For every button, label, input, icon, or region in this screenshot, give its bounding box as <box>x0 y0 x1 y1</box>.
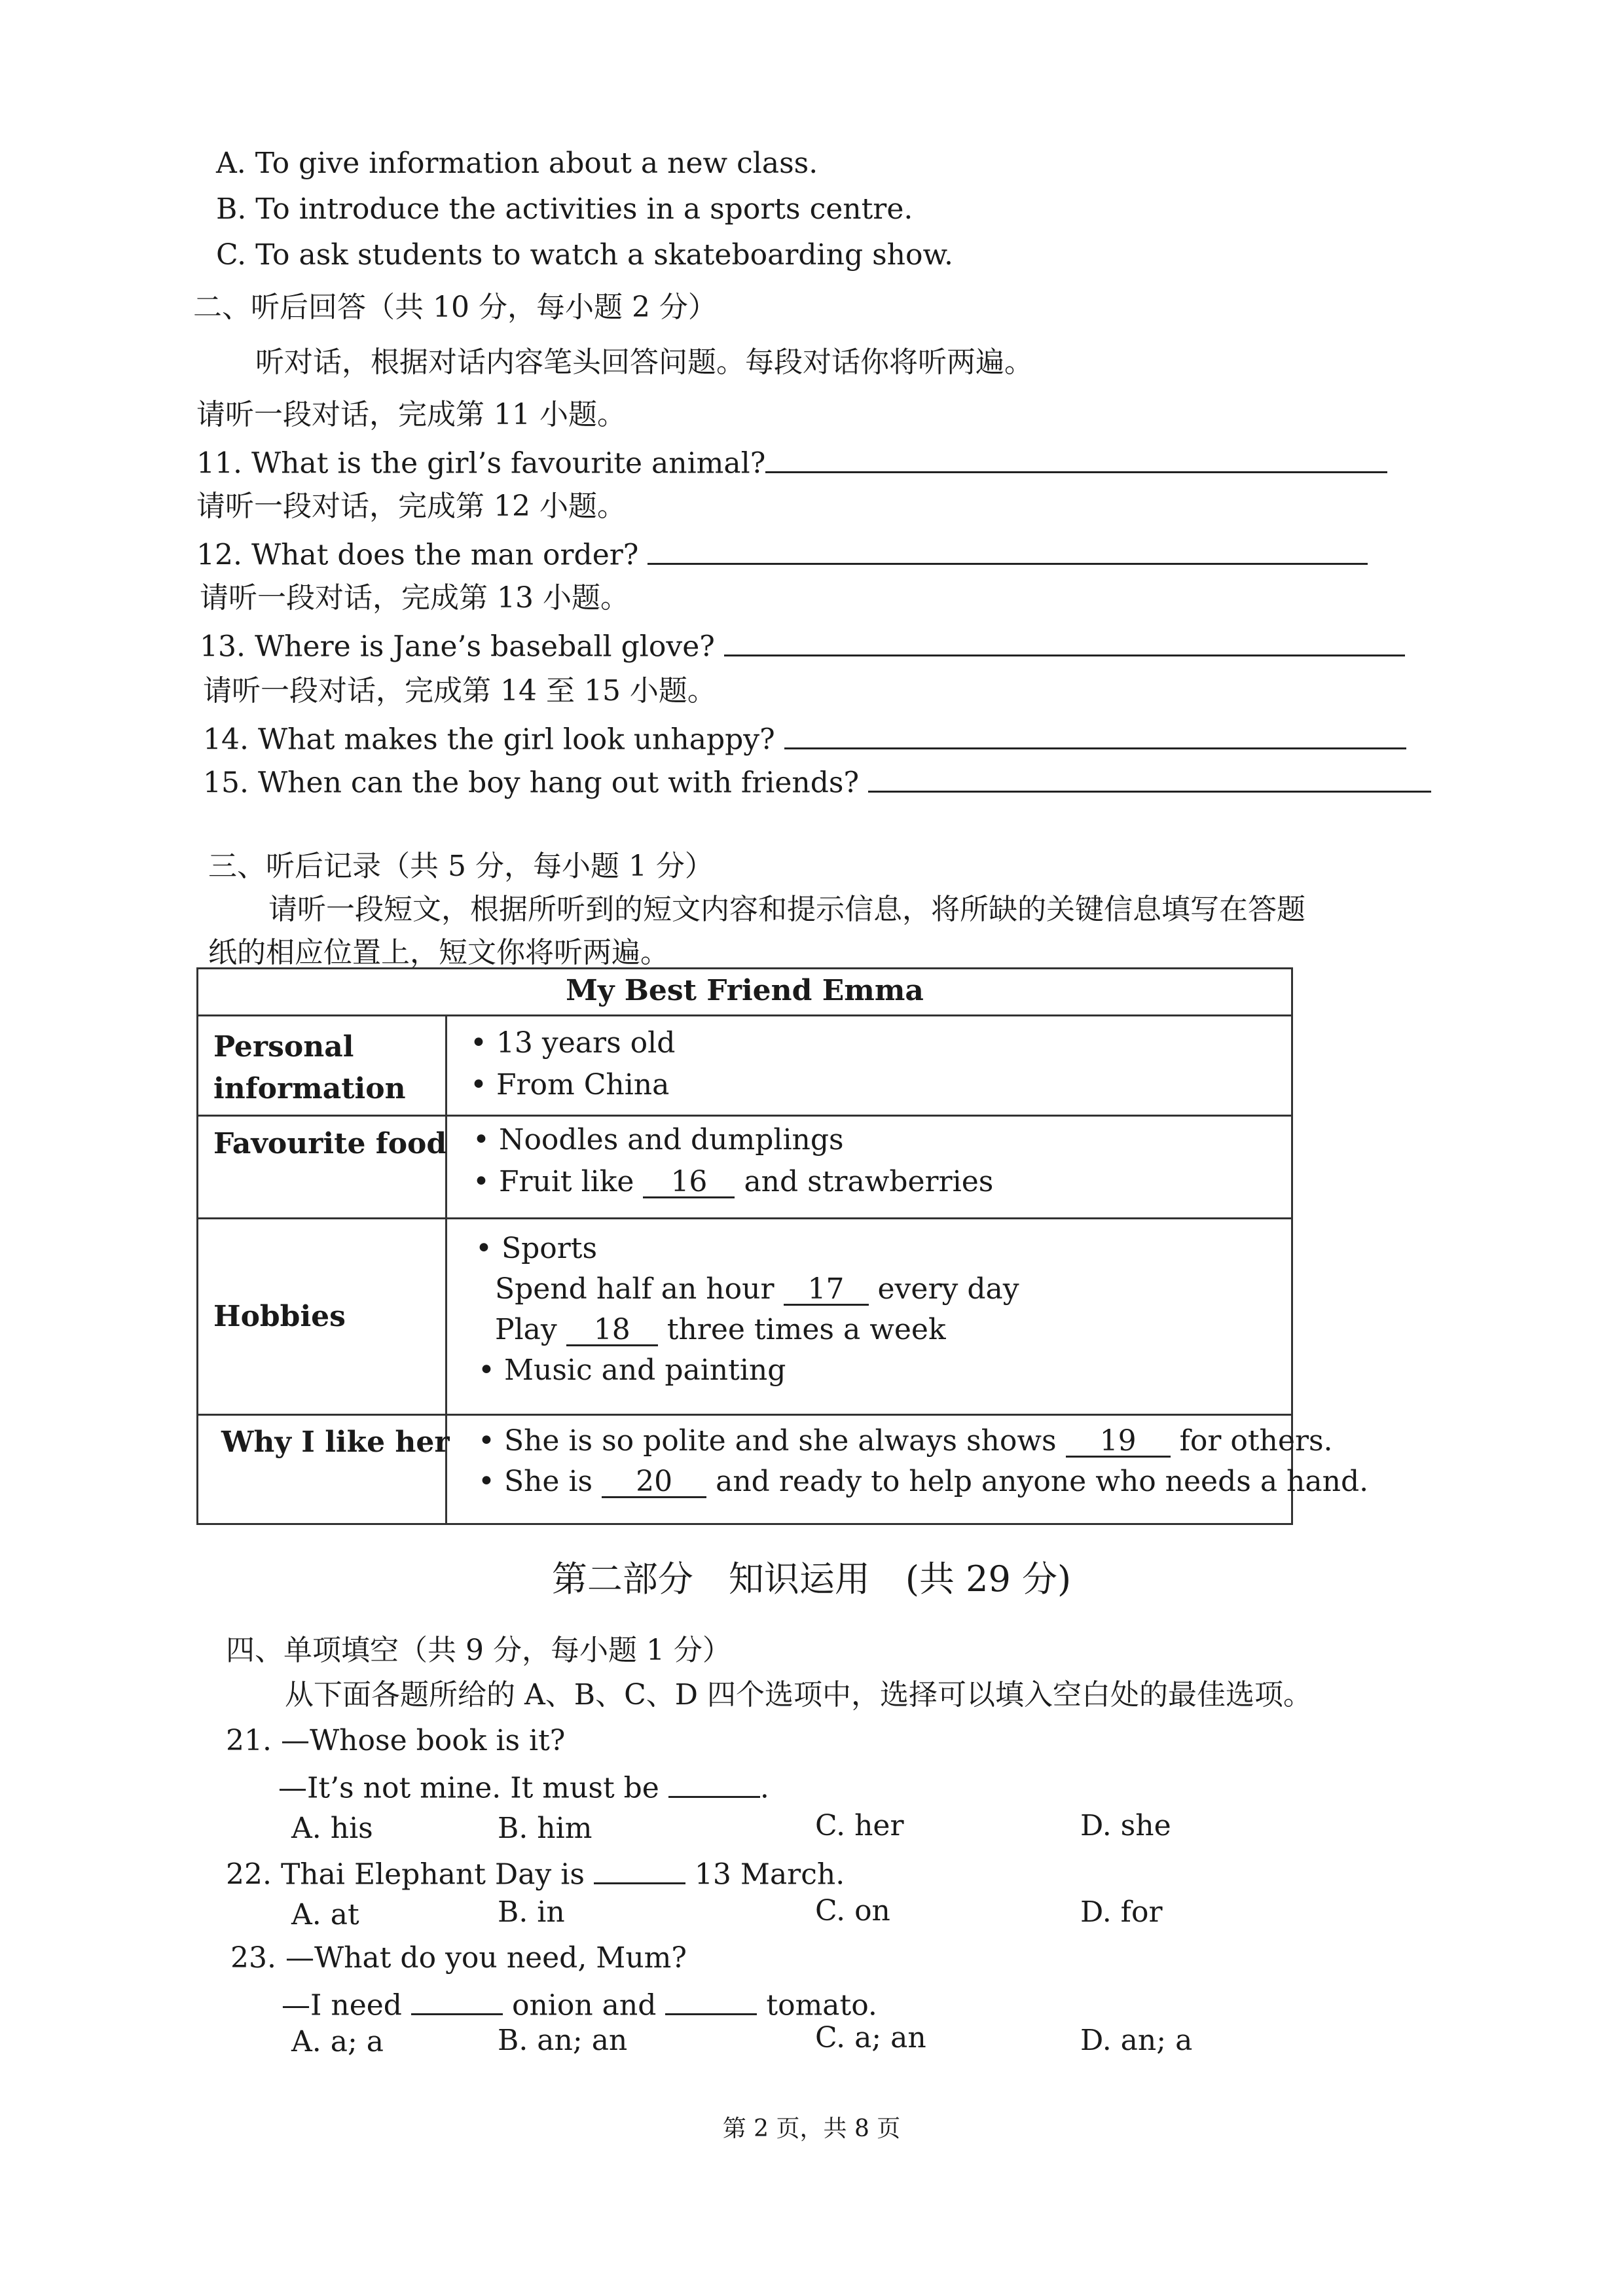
label-food: Favourite food <box>213 1127 447 1160</box>
q22-question <box>226 1856 845 1890</box>
q14-text: 14. What makes the girl look unhappy? <box>203 723 775 757</box>
q11-answer-line[interactable] <box>765 445 1387 473</box>
q23-option-c[interactable]: C. a; an <box>815 2021 926 2054</box>
q13-cue: 请听一段对话，完成第 13 小题。 <box>200 581 629 615</box>
q21-option-c[interactable]: C. her <box>815 1809 904 1842</box>
notes-table <box>196 967 1369 1525</box>
q22-pre: 22. Thai Elephant Day is <box>226 1857 585 1892</box>
q13-question <box>200 628 1405 662</box>
q13-answer-line[interactable] <box>724 628 1405 656</box>
q23-line2-b: onion and <box>511 1988 657 2022</box>
personal-country: • From China <box>470 1068 670 1102</box>
blank-18[interactable]: 18 <box>566 1316 658 1346</box>
table-border-row2 <box>196 1217 1293 1219</box>
food-2-post: and strawberries <box>744 1165 994 1198</box>
q21-line2 <box>278 1770 769 1803</box>
why-1-post: for others. <box>1179 1424 1333 1458</box>
table-title: My Best Friend Emma <box>566 974 924 1007</box>
q21-option-b[interactable]: B. him <box>498 1812 593 1845</box>
q23-line2 <box>282 1987 877 2020</box>
q23-option-d[interactable]: D. an; a <box>1080 2024 1193 2057</box>
q22-post: 13 March. <box>694 1857 845 1892</box>
q23-line1: 23. —What do you need, Mum? <box>230 1941 687 1975</box>
food-2 <box>473 1165 994 1198</box>
q15-text: 15. When can the boy hang out with friends? <box>203 766 860 800</box>
table-border-top <box>196 967 1293 969</box>
q23-blank-2[interactable] <box>665 1987 757 2015</box>
blank-16[interactable]: 16 <box>643 1168 735 1198</box>
table-border-row3 <box>196 1414 1293 1416</box>
q23-option-b[interactable]: B. an; an <box>498 2024 628 2057</box>
hobbies-3-pre: Play <box>495 1313 557 1346</box>
personal-age: • 13 years old <box>470 1026 676 1060</box>
q10-option-b: B. To introduce the activities in a sports centre. <box>216 192 913 226</box>
why-1-pre: • She is so polite and she always shows <box>478 1424 1057 1458</box>
q23-option-a[interactable]: A. a; a <box>291 2025 384 2058</box>
q13-text: 13. Where is Jane’s baseball glove? <box>200 630 715 664</box>
section3-heading: 三、听后记录（共 5 分，每小题 1 分） <box>208 850 714 883</box>
page-footer: 第 2 页，共 8 页 <box>722 2115 901 2142</box>
hobbies-3 <box>495 1313 946 1346</box>
label-hobbies: Hobbies <box>213 1300 346 1333</box>
blank-17[interactable]: 17 <box>784 1275 869 1306</box>
why-2-post: and ready to help anyone who needs a hand. <box>716 1465 1369 1498</box>
section2-instruction: 听对话，根据对话内容笔头回答问题。每段对话你将听两遍。 <box>255 346 1033 379</box>
q12-answer-line[interactable] <box>647 537 1368 565</box>
q21-line1: 21. —Whose book is it? <box>226 1724 566 1757</box>
blank-19[interactable]: 19 <box>1066 1427 1171 1458</box>
q15-answer-line[interactable] <box>868 764 1431 793</box>
section4-instruction: 从下面各题所给的 A、B、C、D 四个选项中，选择可以填入空白处的最佳选项。 <box>285 1678 1313 1712</box>
q23-line2-a: —I need <box>282 1988 402 2022</box>
food-2-pre: • Fruit like <box>473 1165 634 1198</box>
q21-line2-pre: —It’s not mine. It must be <box>278 1771 659 1805</box>
why-1 <box>478 1424 1333 1458</box>
blank-20[interactable]: 20 <box>602 1467 706 1498</box>
q22-option-b[interactable]: B. in <box>498 1895 565 1929</box>
q21-blank[interactable] <box>668 1770 760 1798</box>
q21-line2-post: . <box>759 1771 769 1805</box>
table-border-row1 <box>196 1115 1293 1117</box>
q10-option-c: C. To ask students to watch a skateboarding show. <box>216 238 953 272</box>
hobbies-2-post: every day <box>877 1272 1019 1306</box>
q11-text: 11. What is the girl’s favourite animal? <box>196 446 766 480</box>
part2-title: 第二部分 知识运用 (共 29 分) <box>551 1558 1072 1600</box>
table-border-bottom <box>196 1523 1293 1525</box>
why-2 <box>478 1467 1368 1498</box>
q22-option-a[interactable]: A. at <box>291 1898 359 1931</box>
q23-blank-1[interactable] <box>411 1987 503 2015</box>
label-why: Why I like her <box>221 1426 450 1459</box>
section4-heading: 四、单项填空（共 9 分，每小题 1 分） <box>226 1634 731 1667</box>
hobbies-4: • Music and painting <box>478 1354 786 1387</box>
hobbies-2 <box>495 1272 1019 1306</box>
q11-question <box>196 445 1387 478</box>
table-border-title <box>196 1014 1293 1016</box>
q15-question <box>203 764 1431 798</box>
food-1: • Noodles and dumplings <box>473 1123 844 1157</box>
section3-instruction-1: 请听一段短文，根据所听到的短文内容和提示信息，将所缺的关键信息填写在答题 <box>268 893 1305 926</box>
hobbies-2-pre: Spend half an hour <box>495 1272 775 1306</box>
q22-option-d[interactable]: D. for <box>1080 1895 1163 1929</box>
hobbies-3-post: three times a week <box>666 1313 946 1346</box>
q12-question <box>196 537 1368 570</box>
q21-option-d[interactable]: D. she <box>1080 1809 1171 1842</box>
label-personal-2: information <box>213 1072 406 1105</box>
why-2-pre: • She is <box>478 1465 593 1498</box>
q23-line2-c: tomato. <box>766 1988 877 2022</box>
q12-text: 12. What does the man order? <box>196 538 639 572</box>
section2-heading: 二、听后回答（共 10 分，每小题 2 分） <box>193 291 717 324</box>
label-personal-1: Personal <box>213 1030 354 1064</box>
q12-cue: 请听一段对话，完成第 12 小题。 <box>196 490 626 523</box>
q11-cue: 请听一段对话，完成第 11 小题。 <box>196 398 626 431</box>
q21-option-a[interactable]: A. his <box>291 1812 373 1845</box>
q14-answer-line[interactable] <box>784 721 1406 749</box>
q14-question <box>203 721 1406 755</box>
q10-option-a: A. To give information about a new class. <box>216 147 818 180</box>
hobbies-1: • Sports <box>475 1232 598 1265</box>
table-border-left <box>196 967 198 1525</box>
q14-cue: 请听一段对话，完成第 14 至 15 小题。 <box>203 674 716 708</box>
section3-instruction-2: 纸的相应位置上，短文你将听两遍。 <box>208 936 669 969</box>
q22-option-c[interactable]: C. on <box>815 1894 890 1928</box>
q22-blank[interactable] <box>594 1856 685 1884</box>
